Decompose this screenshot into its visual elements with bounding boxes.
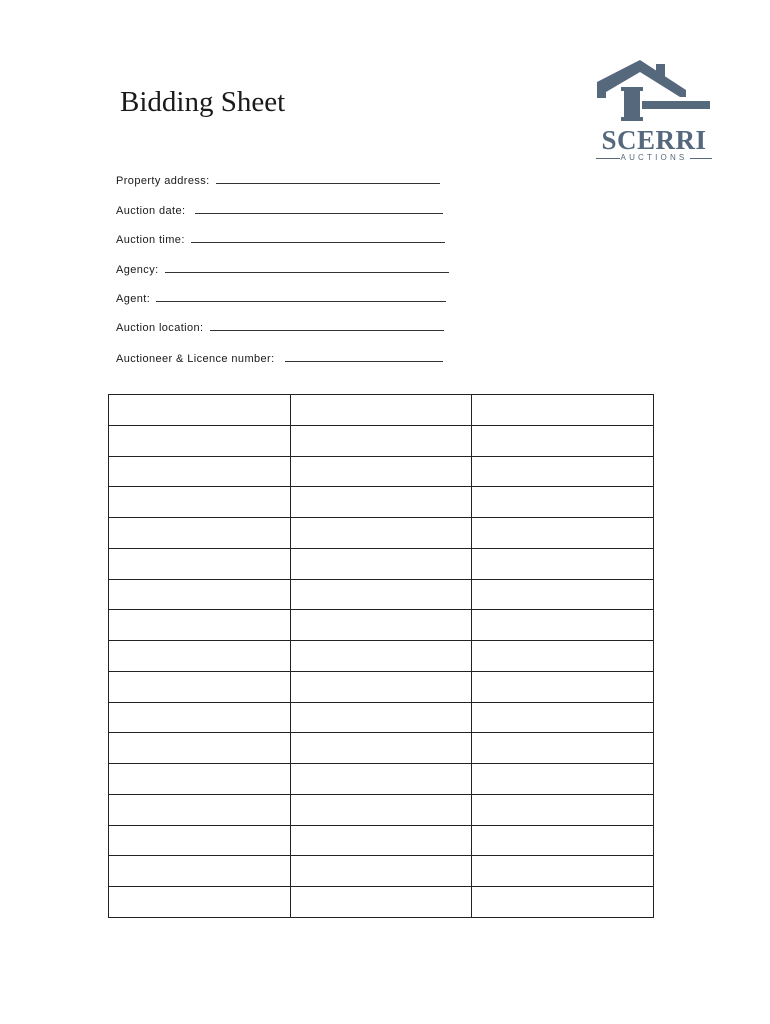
table-cell[interactable] <box>109 610 291 641</box>
table-cell[interactable] <box>290 456 472 487</box>
fill-in-line[interactable] <box>195 204 443 214</box>
field-label: Property address: <box>116 175 210 187</box>
field-label: Agent: <box>116 293 151 305</box>
table-cell[interactable] <box>109 702 291 733</box>
table-cell[interactable] <box>290 548 472 579</box>
table-cell[interactable] <box>472 487 654 518</box>
scerri-auctions-logo <box>594 60 714 170</box>
table-cell[interactable] <box>472 548 654 579</box>
table-cell[interactable] <box>290 794 472 825</box>
logo-subtitle: AUCTIONS <box>620 153 688 162</box>
table-row <box>109 887 654 918</box>
fill-in-line[interactable] <box>165 263 449 273</box>
field-label: Auction location: <box>116 322 204 334</box>
table-cell[interactable] <box>290 487 472 518</box>
table-cell[interactable] <box>472 671 654 702</box>
table-cell[interactable] <box>472 579 654 610</box>
table-cell[interactable] <box>290 425 472 456</box>
table-cell[interactable] <box>109 425 291 456</box>
table-cell[interactable] <box>472 764 654 795</box>
table-row <box>109 395 654 426</box>
table-cell[interactable] <box>472 518 654 549</box>
table-cell[interactable] <box>109 825 291 856</box>
field-label: Auction time: <box>116 234 185 246</box>
table-cell[interactable] <box>472 856 654 887</box>
table-cell[interactable] <box>290 764 472 795</box>
table-cell[interactable] <box>109 764 291 795</box>
table-cell[interactable] <box>290 395 472 426</box>
table-cell[interactable] <box>472 887 654 918</box>
field-label: Agency: <box>116 264 159 276</box>
table-row <box>109 425 654 456</box>
auction-time-field <box>116 233 445 247</box>
table-cell[interactable] <box>109 641 291 672</box>
bidding-table <box>108 394 654 918</box>
table-row <box>109 518 654 549</box>
auction-date-field <box>116 204 443 218</box>
table-cell[interactable] <box>472 610 654 641</box>
table-cell[interactable] <box>472 641 654 672</box>
table-row <box>109 825 654 856</box>
table-row <box>109 610 654 641</box>
table-row <box>109 456 654 487</box>
table-cell[interactable] <box>472 456 654 487</box>
table-cell[interactable] <box>109 856 291 887</box>
table-cell[interactable] <box>290 887 472 918</box>
table-cell[interactable] <box>109 456 291 487</box>
table-row <box>109 641 654 672</box>
table-row <box>109 702 654 733</box>
fill-in-line[interactable] <box>285 352 443 362</box>
table-cell[interactable] <box>290 856 472 887</box>
agency-field <box>116 263 449 277</box>
logo-wordmark: SCERRI <box>601 125 707 155</box>
house-gavel-icon <box>594 60 714 126</box>
fill-in-line[interactable] <box>210 321 444 331</box>
field-label: Auctioneer & Licence number: <box>116 353 275 365</box>
table-cell[interactable] <box>109 733 291 764</box>
table-row <box>109 856 654 887</box>
table-cell[interactable] <box>290 702 472 733</box>
table-cell[interactable] <box>472 395 654 426</box>
table-cell[interactable] <box>109 395 291 426</box>
fill-in-line[interactable] <box>216 174 440 184</box>
table-cell[interactable] <box>472 425 654 456</box>
table-row <box>109 579 654 610</box>
document-title: Bidding Sheet <box>120 86 286 118</box>
property-address-field <box>116 174 440 188</box>
table-cell[interactable] <box>290 825 472 856</box>
fill-in-line[interactable] <box>191 233 445 243</box>
table-cell[interactable] <box>109 548 291 579</box>
table-cell[interactable] <box>290 671 472 702</box>
agent-field <box>116 292 446 306</box>
field-label: Auction date: <box>116 205 186 217</box>
logo-rule-right <box>690 158 712 159</box>
table-cell[interactable] <box>290 610 472 641</box>
table-row <box>109 548 654 579</box>
table-cell[interactable] <box>109 794 291 825</box>
table-cell[interactable] <box>290 733 472 764</box>
table-cell[interactable] <box>109 487 291 518</box>
table-cell[interactable] <box>109 887 291 918</box>
table-cell[interactable] <box>290 518 472 549</box>
table-row <box>109 733 654 764</box>
auction-location-field <box>116 321 444 335</box>
table-row <box>109 487 654 518</box>
table-cell[interactable] <box>290 579 472 610</box>
table-row <box>109 671 654 702</box>
table-row <box>109 764 654 795</box>
table-row <box>109 794 654 825</box>
table-cell[interactable] <box>109 518 291 549</box>
table-cell[interactable] <box>472 794 654 825</box>
auctioneer-licence-field <box>116 352 443 366</box>
table-cell[interactable] <box>472 825 654 856</box>
fill-in-line[interactable] <box>156 292 446 302</box>
table-cell[interactable] <box>290 641 472 672</box>
table-cell[interactable] <box>109 671 291 702</box>
table-cell[interactable] <box>472 733 654 764</box>
table-cell[interactable] <box>109 579 291 610</box>
table-cell[interactable] <box>472 702 654 733</box>
